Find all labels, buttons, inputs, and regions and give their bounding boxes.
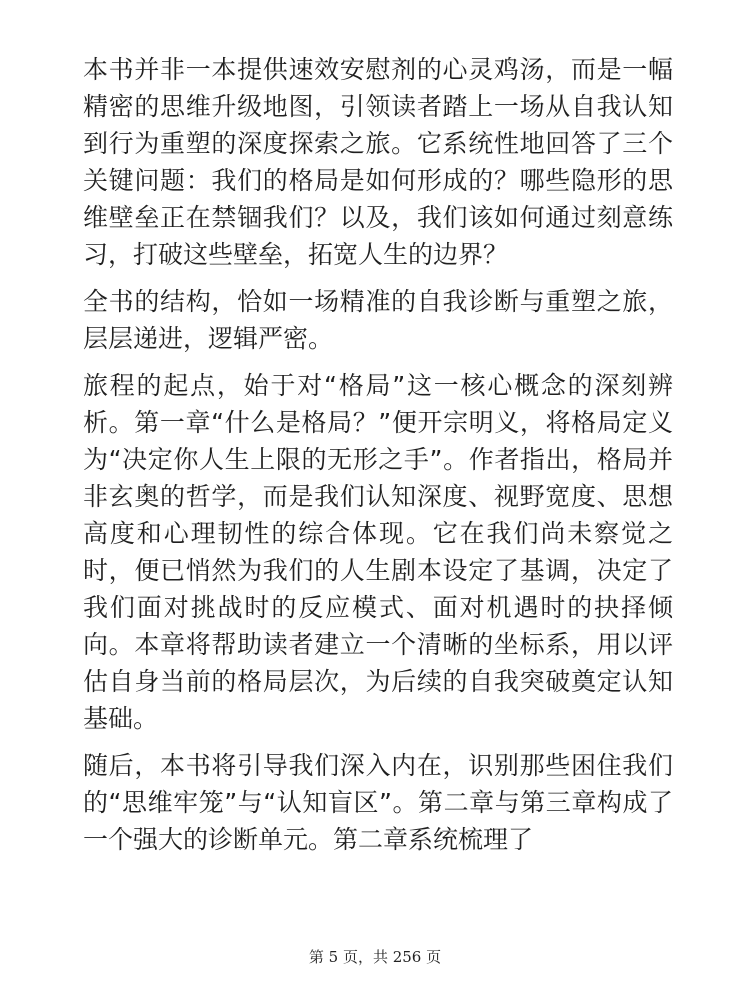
paragraph-3: 旅程的起点，始于对“格局”这一核心概念的深刻辨析。第一章“什么是格局？”便开宗明义，将格局定义为“决定你人生上限的无形之手”。作者指出，格局并非玄奥的哲学，而是我们认知深度、视野宽度、思想高度和心理韧性的综合体现。它在我们尚未察觉之时，便已悄然为我们的人生剧本设定了基调，决定了我们面对挑战时的反应模式、面对机遇时的抉择倾向。本章将帮助读者建立一个清晰的坐标系，用以评估自身当前的格局层次，为后续的自我突破奠定认知基础。 (83, 371, 673, 733)
page-number: 第 5 页，共 256 页 (308, 948, 442, 966)
paragraph-2: 全书的结构，恰如一场精准的自我诊断与重塑之旅，层层递进，逻辑严密。 (83, 287, 673, 353)
paragraph-4: 随后，本书将引导我们深入内在，识别那些困住我们的“思维牢笼”与“认知盲区”。第二章与第三章构成了一个强大的诊断单元。第二章系统梳理了 (83, 751, 673, 854)
body-text (83, 51, 673, 868)
paragraph-1: 本书并非一本提供速效安慰剂的心灵鸡汤，而是一幅精密的思维升级地图，引领读者踏上一场从自我认知到行为重塑的深度探索之旅。它系统性地回答了三个关键问题：我们的格局是如何形成的？哪些隐形的思维壁垒正在禁锢我们？以及，我们该如何通过刻意练习，打破这些壁垒，拓宽人生的边界？ (83, 55, 673, 269)
